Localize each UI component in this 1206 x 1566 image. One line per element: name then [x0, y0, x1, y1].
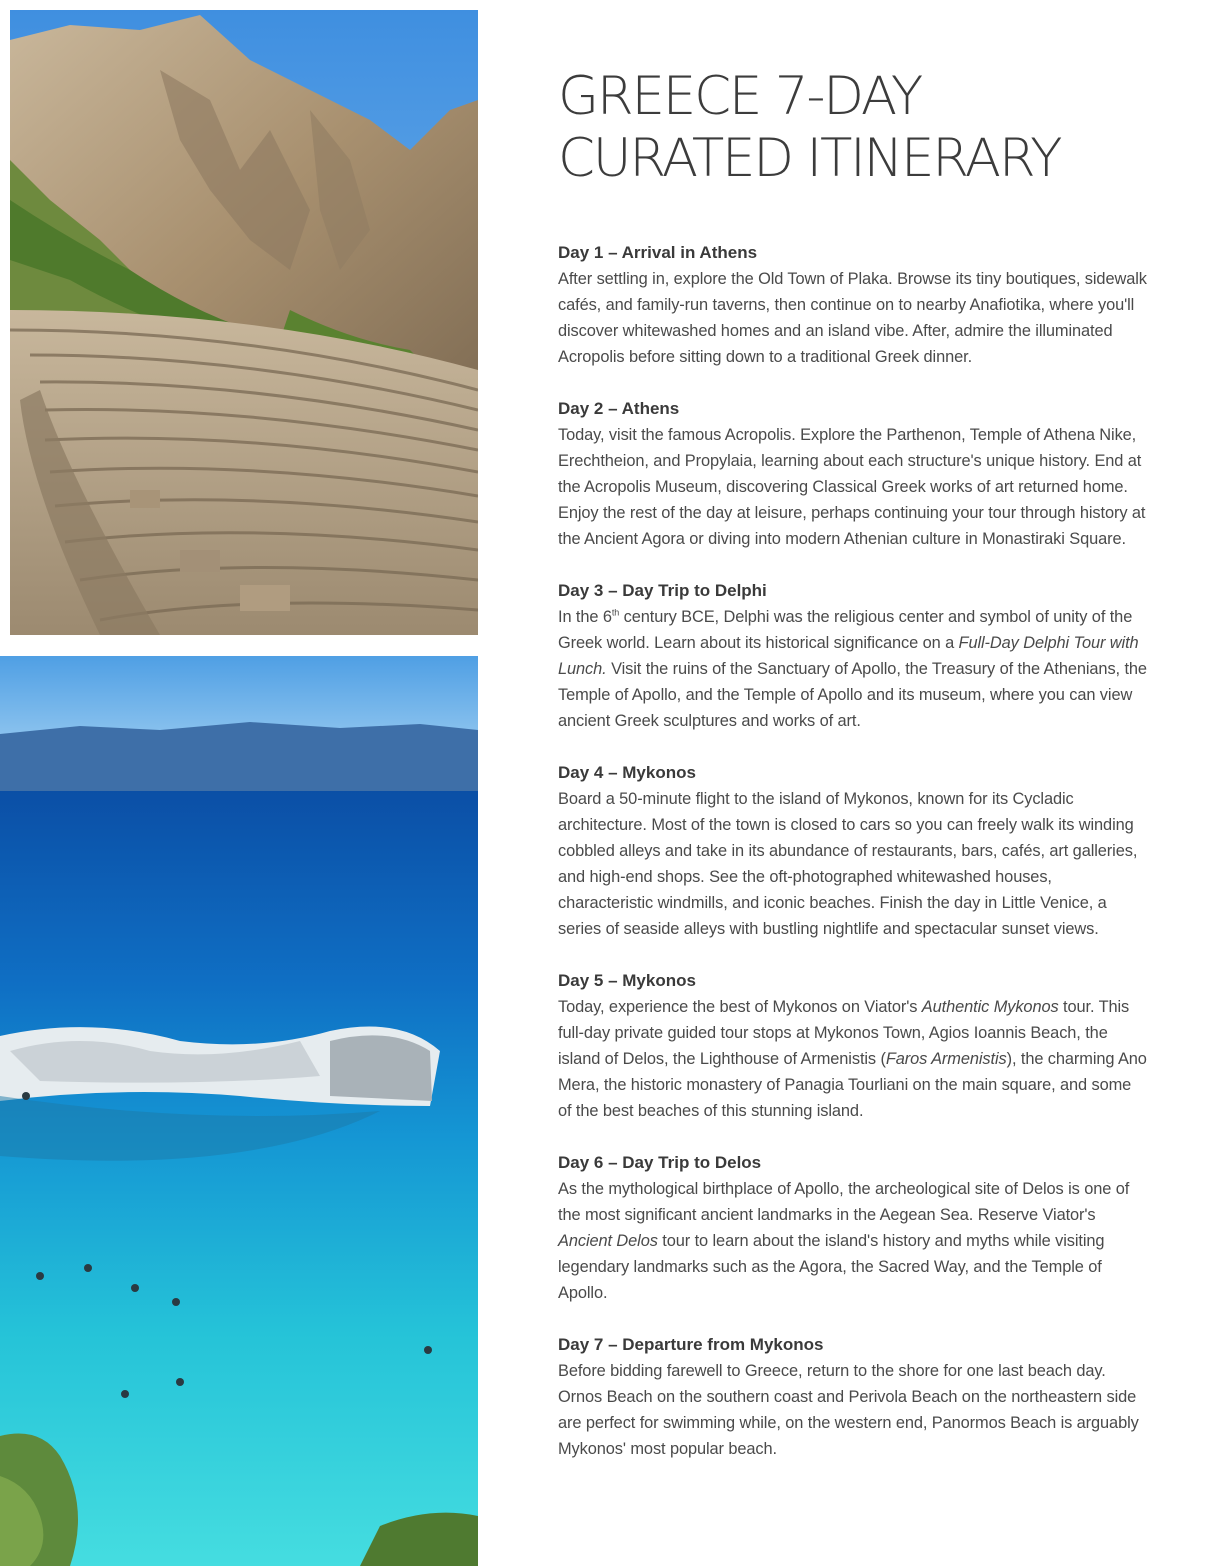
day-7 [558, 1332, 1148, 1462]
day-4 [558, 760, 1148, 942]
place-name: Faros Armenistis [885, 1050, 1007, 1068]
day-description: After settling in, explore the Old Town of Plaka. Browse its tiny boutiques, sidewalk cafés, and family-run taverns, then continue on to nearby Anafiotika, where you'll discover whitewashed homes and an island vibe. After, admire the illuminated Acropolis before sitting down to a traditional Greek dinner. [558, 270, 1147, 366]
day-heading: Day 1 – Arrival in Athens [558, 243, 758, 262]
day-description: Before bidding farewell to Greece, return to the shore for one last beach day. Ornos Beach on the southern coast and Perivola Beach on the northeastern side are perfect for swimming while, on the western end, Panormos Beach is arguably Mykonos' most popular beach. [558, 1362, 1139, 1458]
day-6 [558, 1150, 1148, 1306]
day-description [558, 1176, 1148, 1306]
text-run: Today, experience the best of Mykonos on Viator's [558, 998, 922, 1016]
day-heading: Day 4 – Mykonos [558, 763, 696, 782]
day-heading: Day 7 – Departure from Mykonos [558, 1335, 824, 1354]
day-5 [558, 968, 1148, 1124]
title-line-1: GREECE 7-DAY [558, 66, 922, 127]
day-3 [558, 578, 1148, 734]
text-run: century BCE, Delphi was the religious center and symbol of unity of the Greek world. Learn about its historical significance on a [558, 608, 1133, 652]
text-run: ), the charming Ano Mera, the historic monastery of Panagia Tourliani on the main square, and some of the best beaches of this stunning island. [558, 1050, 1147, 1120]
text-run: As the mythological birthplace of Apollo, the archeological site of Delos is one of the most significant ancient landmarks in the Aegean Sea. Reserve Viator's [558, 1180, 1130, 1224]
day-description [558, 994, 1148, 1124]
day-heading: Day 5 – Mykonos [558, 971, 696, 990]
day-1 [558, 240, 1148, 370]
itinerary-content [558, 66, 1148, 1488]
day-heading: Day 3 – Day Trip to Delphi [558, 581, 767, 600]
mykonos-sea-photo [0, 656, 478, 1566]
day-description: Board a 50-minute flight to the island of Mykonos, known for its Cycladic architecture. Most of the town is closed to cars so you can freely walk its winding cobbled alleys and take in its abundance of restaurants, bars, cafés, art galleries, and high-end shops. See the oft-photographed whitewashed houses, characteristic windmills, and iconic beaches. Finish the day in Little Venice, a series of seaside alleys with bustling nightlife and spectacular sunset views. [558, 790, 1138, 938]
delphi-theatre-photo [10, 10, 478, 635]
day-description: Today, visit the famous Acropolis. Explore the Parthenon, Temple of Athena Nike, Erechtheion, and Propylaia, learning about each structure's unique history. End at the Acropolis Museum, discovering Classical Greek works of art returned home. Enjoy the rest of the day at leisure, perhaps continuing your tour through history at the Ancient Agora or diving into modern Athenian culture in Monastiraki Square. [558, 426, 1146, 548]
tour-name: Ancient Delos [558, 1232, 658, 1250]
day-heading: Day 2 – Athens [558, 399, 680, 418]
tour-name: Full-Day Delphi Tour with Lunch. [558, 634, 1139, 678]
text-run: tour. This full-day private guided tour stops at Mykonos Town, Agios Ioannis Beach, the island of Delos, the Lighthouse of Armenistis ( [558, 998, 1130, 1068]
day-2 [558, 396, 1148, 552]
text-run: Visit the ruins of the Sanctuary of Apollo, the Treasury of the Athenians, the Temple of Apollo, and the Temple of Apollo and its museum, where you can view ancient Greek sculptures and works of art. [558, 660, 1147, 730]
title-line-2: CURATED ITINERARY [558, 128, 1061, 189]
day-description [558, 604, 1148, 734]
text-run: tour to learn about the island's history and myths while visiting legendary landmarks such as the Agora, the Sacred Way, and the Temple of Apollo. [558, 1232, 1105, 1302]
tour-name: Authentic Mykonos [921, 998, 1059, 1016]
day-heading: Day 6 – Day Trip to Delos [558, 1153, 762, 1172]
ordinal-suffix: th [611, 607, 620, 618]
page-title [558, 66, 1148, 190]
text-run: In the 6 [558, 608, 612, 626]
